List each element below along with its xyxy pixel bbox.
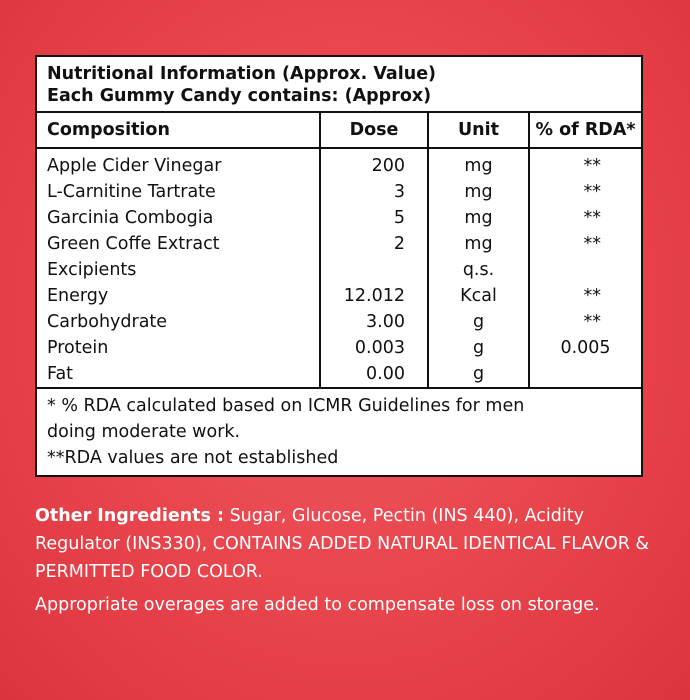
header-line-2: Each Gummy Candy contains: (Approx) bbox=[47, 86, 432, 106]
cell-unit: Kcal bbox=[428, 283, 529, 309]
cell-rda: ** bbox=[583, 156, 601, 176]
table-row bbox=[37, 205, 641, 231]
table-row bbox=[37, 231, 641, 257]
cell-composition: Apple Cider Vinegar bbox=[37, 148, 320, 179]
table-row bbox=[37, 335, 641, 361]
table-row bbox=[37, 257, 641, 283]
cell-dose: 3.00 bbox=[320, 309, 428, 335]
cell-rda: ** bbox=[583, 182, 601, 202]
note-line-2: doing moderate work. bbox=[47, 422, 241, 442]
table-row bbox=[37, 283, 641, 309]
cell-composition: Green Coffe Extract bbox=[37, 231, 320, 257]
table-row bbox=[37, 148, 641, 179]
other-ingredients-label: Other Ingredients : bbox=[35, 506, 225, 526]
nutrition-panel bbox=[35, 55, 643, 477]
cell-dose bbox=[320, 257, 428, 283]
cell-composition: Energy bbox=[37, 283, 320, 309]
cell-rda: ** bbox=[583, 208, 601, 228]
cell-unit: g bbox=[428, 335, 529, 361]
cell-composition: Protein bbox=[37, 335, 320, 361]
cell-composition: Excipients bbox=[37, 257, 320, 283]
cell-unit: q.s. bbox=[428, 257, 529, 283]
col-header-dose: Dose bbox=[320, 113, 428, 148]
col-header-rda: % of RDA* bbox=[529, 113, 641, 148]
nutrition-table bbox=[37, 113, 641, 387]
panel-header bbox=[37, 57, 641, 113]
note-line-1: * % RDA calculated based on ICMR Guidelines for men bbox=[47, 396, 525, 416]
cell-rda bbox=[529, 361, 641, 387]
cell-dose: 2 bbox=[320, 231, 428, 257]
cell-composition: Fat bbox=[37, 361, 320, 387]
table-row bbox=[37, 361, 641, 387]
header-line-1: Nutritional Information (Approx. Value) bbox=[47, 64, 437, 84]
cell-unit: mg bbox=[428, 205, 529, 231]
cell-unit: g bbox=[428, 309, 529, 335]
table-header-row bbox=[37, 113, 641, 148]
cell-composition: Carbohydrate bbox=[37, 309, 320, 335]
note-line-3: **RDA values are not established bbox=[47, 448, 339, 468]
cell-unit: mg bbox=[428, 179, 529, 205]
cell-unit: mg bbox=[428, 231, 529, 257]
cell-composition: L-Carnitine Tartrate bbox=[37, 179, 320, 205]
table-notes bbox=[37, 387, 641, 475]
cell-dose: 5 bbox=[320, 205, 428, 231]
cell-dose: 0.003 bbox=[320, 335, 428, 361]
cell-rda: ** bbox=[583, 234, 601, 254]
cell-rda: 0.005 bbox=[560, 338, 611, 358]
cell-dose: 12.012 bbox=[320, 283, 428, 309]
overage-note: Appropriate overages are added to compensate loss on storage. bbox=[35, 595, 600, 615]
cell-unit: g bbox=[428, 361, 529, 387]
other-ingredients-text: Sugar, Glucose, Pectin (INS 440), Acidity Regulator (INS330), CONTAINS ADDED NATURAL IDENTICAL FLAVOR & PERMITTED FOOD COLOR. bbox=[35, 506, 650, 582]
cell-dose: 3 bbox=[320, 179, 428, 205]
table-row bbox=[37, 309, 641, 335]
cell-rda: ** bbox=[583, 286, 601, 306]
col-header-unit: Unit bbox=[428, 113, 529, 148]
cell-dose: 0.00 bbox=[320, 361, 428, 387]
cell-composition: Garcinia Combogia bbox=[37, 205, 320, 231]
col-header-composition: Composition bbox=[37, 113, 320, 148]
cell-rda bbox=[529, 257, 641, 283]
table-row bbox=[37, 179, 641, 205]
cell-rda: ** bbox=[583, 312, 601, 332]
cell-dose: 200 bbox=[320, 148, 428, 179]
cell-unit: mg bbox=[428, 148, 529, 179]
other-ingredients bbox=[35, 502, 650, 586]
